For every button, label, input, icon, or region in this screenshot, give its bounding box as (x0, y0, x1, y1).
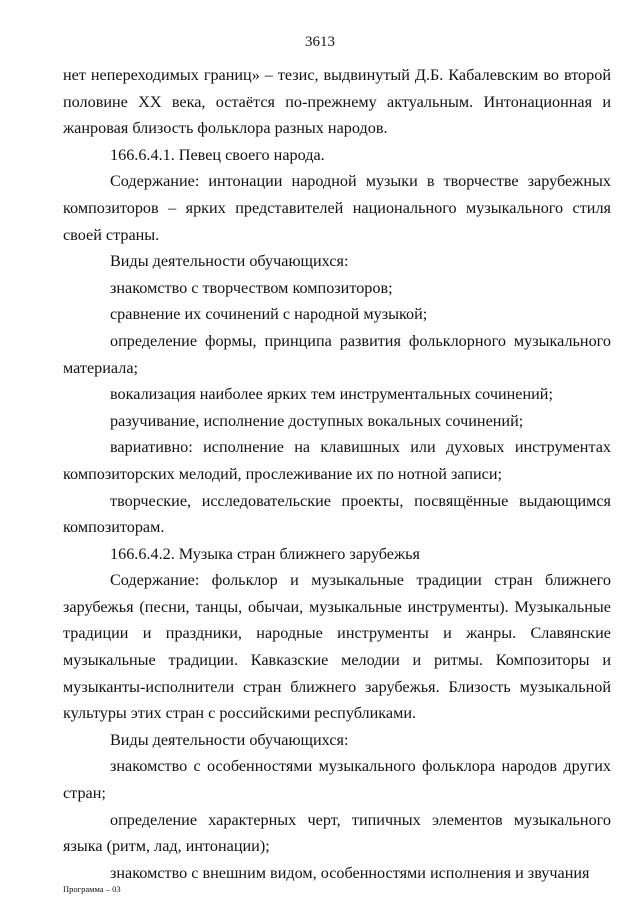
list-item: разучивание, исполнение доступных вокальных сочинений; (110, 411, 524, 430)
page-number: 3613 (305, 34, 335, 50)
list-item: знакомство с особенностями музыкального фольклора народов других стран; (63, 757, 611, 803)
list-item: вариативно: исполнение на клавишных или духовых инструментах композиторских мелодий, прослеживание их по нотной записи; (63, 438, 611, 483)
paragraph-content-2: Содержание: фольклор и музыкальные традиции стран ближнего зарубежья (песни, танцы, обычаи, музыкальные инструменты). Музыкальные традиции и праздники, народные инструменты и жанры. Славянские музыкальные традиции. Кавказские мелодии и ритмы. Композиторы и музыканты-исполнители стран ближнего зарубежья. Близость музыкальной культуры этих стран с российскими республиками. (63, 571, 611, 723)
section-heading-166-6-4-1: 166.6.4.1. Певец своего народа. (110, 145, 325, 164)
list-item: определение характерных черт, типичных элементов музыкального языка (ритм, лад, интонации); (63, 810, 611, 856)
page-footer: Программа – 03 (63, 884, 121, 894)
list-item: определение формы, принципа развития фольклорного музыкального материала; (63, 331, 611, 377)
paragraph-intro-continuation: нет непереходимых границ» – тезис, выдвинутый Д.Б. Кабалевским во второй половине XX века, остаётся по-прежнему актуальным. Интонационная и жанровая близость фольклора разных народов. (63, 66, 611, 138)
list-item: знакомство с творчеством композиторов; (110, 278, 393, 297)
section-heading-166-6-4-2: 166.6.4.2. Музыка стран ближнего зарубежья (110, 544, 420, 563)
list-item: вокализация наиболее ярких тем инструментальных сочинений; (110, 385, 553, 404)
list-item: творческие, исследовательские проекты, посвящённые выдающимся композиторам. (63, 491, 611, 537)
body-text (63, 62, 611, 886)
list-item: знакомство с внешним видом, особенностями исполнения и звучания (110, 863, 590, 882)
paragraph-activities-heading-2: Виды деятельности обучающихся: (110, 730, 349, 749)
paragraph-content-1: Содержание: интонации народной музыки в творчестве зарубежных композиторов – ярких представителей национального музыкального стиля своей страны. (63, 172, 611, 244)
paragraph-activities-heading-1: Виды деятельности обучающихся: (110, 252, 349, 271)
list-item: сравнение их сочинений с народной музыкой; (110, 305, 428, 324)
